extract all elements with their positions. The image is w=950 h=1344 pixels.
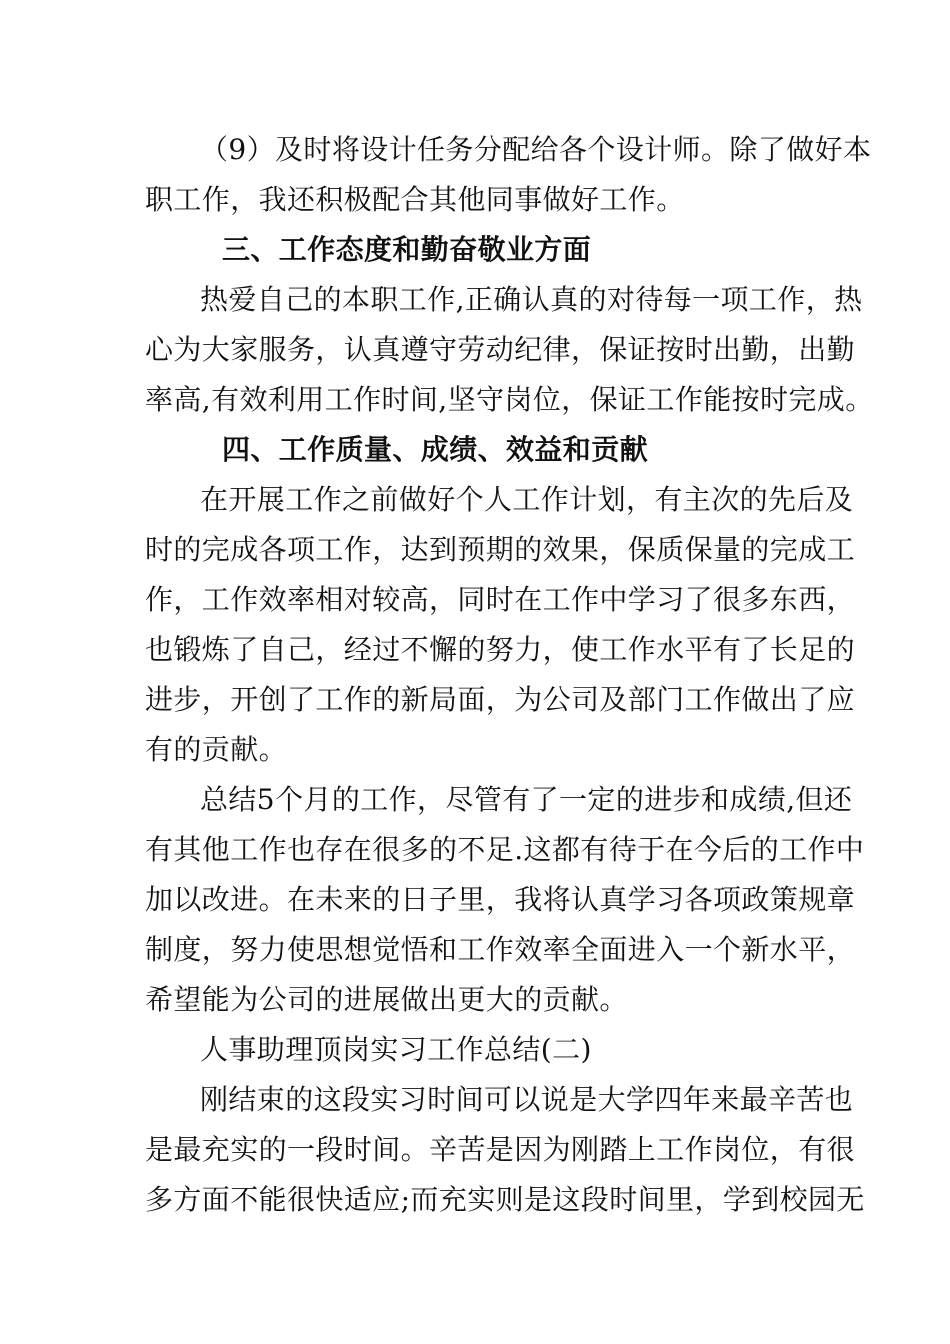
paragraph-line: （9）及时将设计任务分配给各个设计师。除了做好本 xyxy=(200,133,872,166)
paragraph-line: 心为大家服务，认真遵守劳动纪律，保证按时出勤，出勤 xyxy=(145,333,856,366)
paragraph-line: 也锻炼了自己，经过不懈的努力，使工作水平有了长足的 xyxy=(145,633,856,666)
paragraph-line: 是最充实的一段时间。辛苦是因为刚踏上工作岗位，有很 xyxy=(145,1133,856,1166)
paragraph-line: 总结5个月的工作，尽管有了一定的进步和成绩,但还 xyxy=(200,783,853,816)
subtitle-line: 人事助理顶岗实习工作总结(二) xyxy=(200,1033,592,1066)
section-heading: 四、工作质量、成绩、效益和贡献 xyxy=(222,433,649,466)
paragraph-line: 希望能为公司的进展做出更大的贡献。 xyxy=(145,983,628,1016)
paragraph-line: 有其他工作也存在很多的不足.这都有待于在今后的工作中 xyxy=(145,833,865,866)
paragraph-line: 刚结束的这段实习时间可以说是大学四年来最辛苦也 xyxy=(200,1083,854,1116)
paragraph-line: 作，工作效率相对较高，同时在工作中学习了很多东西， xyxy=(145,583,856,616)
paragraph-line: 率高,有效利用工作时间,坚守岗位，保证工作能按时完成。 xyxy=(145,383,874,416)
paragraph-line: 在开展工作之前做好个人工作计划，有主次的先后及 xyxy=(200,483,854,516)
paragraph-line: 时的完成各项工作，达到预期的效果，保质保量的完成工 xyxy=(145,533,856,566)
paragraph-line: 有的贡献。 xyxy=(145,733,288,766)
paragraph-line: 加以改进。在未来的日子里，我将认真学习各项政策规章 xyxy=(145,883,856,916)
section-heading: 三、工作态度和勤奋敬业方面 xyxy=(222,233,592,266)
paragraph-line: 多方面不能很快适应;而充实则是这段时间里，学到校园无 xyxy=(145,1183,865,1216)
paragraph-line: 制度，努力使思想觉悟和工作效率全面进入一个新水平， xyxy=(145,933,856,966)
paragraph-line: 进步，开创了工作的新局面，为公司及部门工作做出了应 xyxy=(145,683,856,716)
paragraph-line: 职工作，我还积极配合其他同事做好工作。 xyxy=(145,183,685,216)
paragraph-line: 热爱自己的本职工作,正确认真的对待每一项工作，热 xyxy=(200,283,863,316)
